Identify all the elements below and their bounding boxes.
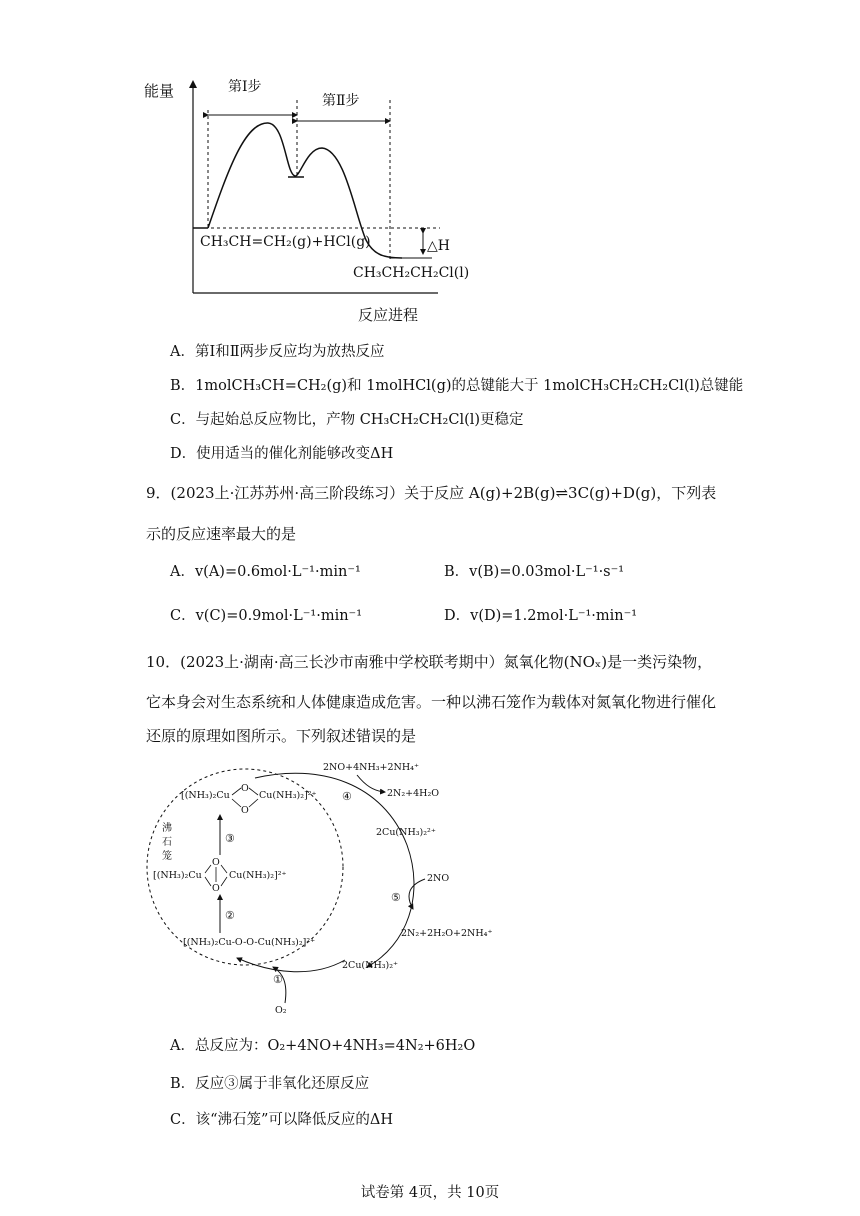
page-footer: 试卷第 4页，共 10页 — [360, 1185, 500, 1201]
step1-label: 第Ⅰ步 — [228, 79, 262, 95]
svg-text:O: O — [241, 805, 249, 816]
y-axis-label: 能量 — [144, 82, 175, 100]
step-3-label: ③ — [225, 832, 235, 845]
step-1-label: ① — [273, 973, 283, 986]
cage-label-2: 石 — [162, 837, 172, 848]
q8-option-a: A．第Ⅰ和Ⅱ两步反应均为放热反应 — [170, 344, 385, 360]
reactant-label: CH₃CH=CH₂(g)+HCl(g) — [200, 234, 371, 250]
svg-text:O: O — [212, 883, 220, 894]
q8-option-c: C．与起始总反应物比，产物 CH₃CH₂CH₂Cl(l)更稳定 — [170, 412, 524, 428]
species-mid-left: [(NH₃)₂Cu — [153, 870, 202, 881]
o2-label: O₂ — [275, 1005, 287, 1016]
q10-stem-line3: 还原的原理如图所示。下列叙述错误的是 — [146, 727, 417, 745]
species-right2: 2Cu(NH₃)₂⁺ — [342, 960, 399, 971]
q10-option-c: C．该“沸石笼”可以降低反应的ΔH — [170, 1112, 394, 1128]
cage-label-1: 沸 — [162, 823, 172, 834]
energy-diagram — [140, 70, 470, 330]
product-label: CH₃CH₂CH₂Cl(l) — [353, 265, 470, 281]
q10-option-b: B．反应③属于非氧化还原反应 — [170, 1076, 370, 1092]
q9-option-b: B．v(B)=0.03mol·L⁻¹·s⁻¹ — [444, 564, 625, 580]
q9-stem-line2: 示的反应速率最大的是 — [146, 525, 297, 543]
q9-stem-line1: 9．(2023上·江苏苏州·高三阶段练习）关于反应 A(g)+2B(g)⇌3C(g)+D(g)，下列表 — [146, 484, 717, 502]
q10-stem-line2: 它本身会对生态系统和人体健康造成危害。一种以沸石笼作为载体对氮氧化物进行催化 — [146, 693, 717, 711]
species-right1: 2Cu(NH₃)₂²⁺ — [376, 827, 436, 838]
step-4-label: ④ — [342, 790, 352, 803]
q10-stem-line1: 10．(2023上·湖南·高三长沙市南雅中学校联考期中）氮氧化物(NOₓ)是一类污染物， — [146, 653, 713, 671]
svg-text:O: O — [241, 783, 249, 794]
catalytic-cycle-diagram — [145, 755, 505, 1020]
q8-option-b: B．1molCH₃CH=CH₂(g)和 1molHCl(g)的总键能大于 1molCH₃CH₂CH₂Cl(l)总键能 — [170, 378, 744, 394]
species-bottom: [(NH₃)₂Cu-O-O-Cu(NH₃)₂]²⁺ — [183, 937, 316, 948]
reactant-4: 2NO+4NH₃+2NH₄⁺ — [323, 762, 419, 773]
reactant-5: 2NO — [427, 873, 450, 884]
q9-option-d: D．v(D)=1.2mol·L⁻¹·min⁻¹ — [444, 608, 638, 624]
q10-option-a: A．总反应为：O₂+4NO+4NH₃=4N₂+6H₂O — [170, 1038, 476, 1054]
cage-label-3: 笼 — [162, 851, 172, 862]
species-top-right: Cu(NH₃)₂]²⁺ — [259, 790, 317, 801]
svg-text:O: O — [212, 857, 220, 868]
q8-option-d: D．使用适当的催化剂能够改变ΔH — [170, 446, 394, 462]
step-5-label: ⑤ — [391, 891, 401, 904]
x-axis-label: 反应进程 — [358, 306, 419, 324]
product-4: 2N₂+4H₂O — [387, 788, 440, 799]
species-mid-right: Cu(NH₃)₂]²⁺ — [229, 870, 287, 881]
species-top-left: [(NH₃)₂Cu — [181, 790, 230, 801]
delta-h-label: △H — [427, 238, 450, 254]
step-2-label: ② — [225, 909, 235, 922]
step2-label: 第Ⅱ步 — [322, 93, 360, 109]
q9-option-c: C．v(C)=0.9mol·L⁻¹·min⁻¹ — [170, 608, 363, 624]
q9-option-a: A．v(A)=0.6mol·L⁻¹·min⁻¹ — [170, 564, 361, 580]
product-5: 2N₂+2H₂O+2NH₄⁺ — [401, 928, 493, 939]
